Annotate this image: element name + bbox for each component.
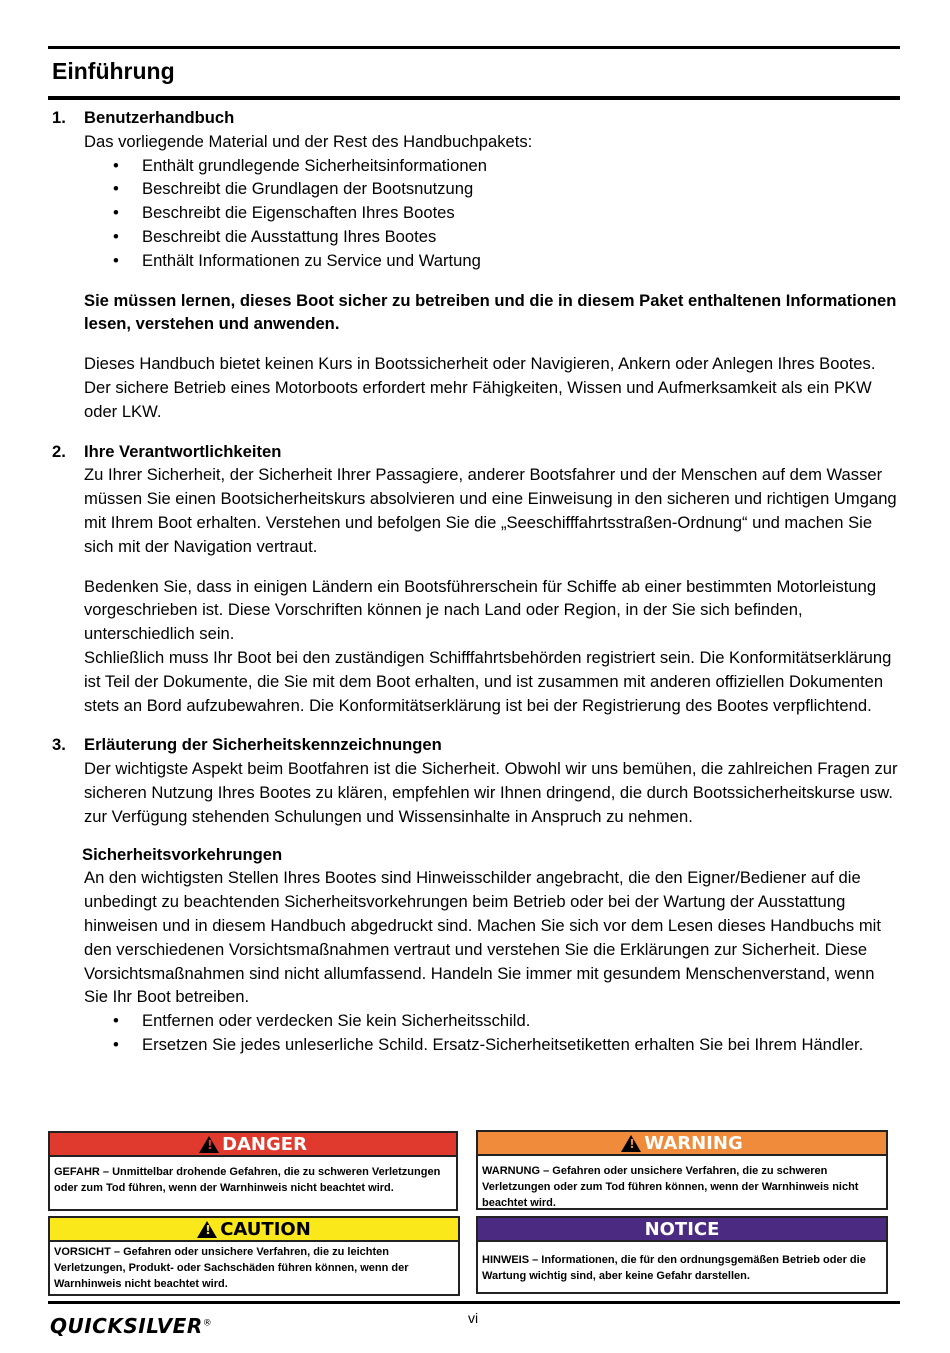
list-item: • Enthält Informationen zu Service und Wartung xyxy=(84,249,898,273)
notice-header xyxy=(478,1218,886,1242)
footer-rule xyxy=(48,1301,900,1304)
paragraph: Dieses Handbuch bietet keinen Kurs in Bootssicherheit oder Navigieren, Ankern oder Anlegen Ihres Bootes. Der sichere Betrieb eines Motorboots erfordert mehr Fähigkeiten, Wissen und Aufmerksamkeit als ein PKW oder LKW. xyxy=(84,354,876,421)
paragraph: Schließlich muss Ihr Boot bei den zuständigen Schifffahrtsbehörden registriert sein. Die Konformitätserklärung ist Teil der Dokumente, die Sie mit dem Boot erhalten, und ist zusammen mit anderen offiziellen Dokumenten stets an Bord aufzubewahren. Die Konformitätserklärung ist bei der Registrierung des Bootes verpflichtend. xyxy=(84,647,892,715)
paragraph: An den wichtigsten Stellen Ihres Bootes sind Hinweisschilder angebracht, die den Eigner/Bediener auf die unbedingt zu beachtenden Sicherheitsvorkehrungen beim Betrieb oder bei der Wartung der Ausstattung hinweisen und in diesem Handbuch abgedruckt sind. Machen Sie sich vor dem Lesen dieses Handbuchs mit den verschiedenen Vorsichtsmaßnahmen vertraut und verstehen Sie die Erklärungen zur Sicherheit. Diese Vorsichtsmaßnahmen sind nicht allumfassend. Handeln Sie immer mit gesundem Menschenverstand, wenn Sie Ihr Boot betreiben. xyxy=(84,868,881,1007)
caution-label xyxy=(48,1216,460,1296)
warning-triangle-icon: ! xyxy=(197,1221,217,1238)
list-item: • Ersetzen Sie jedes unleserliche Schild. Ersatz-Sicherheitsetiketten erhalten Sie bei Ihrem Händler. xyxy=(84,1033,898,1057)
warning-triangle-icon: ! xyxy=(199,1136,219,1153)
list-item: • Beschreibt die Eigenschaften Ihres Bootes xyxy=(84,201,898,225)
section-body xyxy=(84,866,898,1056)
notice-label xyxy=(476,1216,888,1294)
section-body xyxy=(84,130,898,424)
notice-text: HINWEIS – Informationen, die für den ordnungsgemäßen Betrieb oder die Wartung wichtig sind, aber keine Gefahr darstellen. xyxy=(482,1254,866,1282)
notice-title: NOTICE xyxy=(644,1218,720,1240)
paragraph: Der wichtigste Aspekt beim Bootfahren ist die Sicherheit. Obwohl wir uns bemühen, die zahlreichen Fragen zur sicheren Nutzung Ihres Bootes zu klären, empfehlen wir Ihnen dringend, die durch Bootssicherheitskurse usw. zur Verfügung stehenden Schulungen und Wissensinhalte in Anspruch zu nehmen. xyxy=(84,759,898,826)
bullet-list xyxy=(84,154,898,273)
section-2 xyxy=(52,440,898,718)
warning-label xyxy=(476,1130,888,1210)
warning-text: WARNUNG – Gefahren oder unsichere Verfahren, die zu schweren Verletzungen oder zum Tod führen können, wenn der Warnhinweis nicht beachtet wird. xyxy=(482,1165,859,1209)
list-item: • Beschreibt die Ausstattung Ihres Bootes xyxy=(84,225,898,249)
section-title: Benutzerhandbuch xyxy=(84,108,235,127)
subsection-title: Sicherheitsvorkehrungen xyxy=(82,844,283,864)
section-number: 3. xyxy=(52,735,66,755)
section-number: 1. xyxy=(52,108,66,127)
page-title: Einführung xyxy=(52,58,175,84)
bullet-list xyxy=(84,1009,898,1057)
section-title: Ihre Verantwortlichkeiten xyxy=(84,441,282,461)
intro-text: Das vorliegende Material und der Rest des Handbuchpakets: xyxy=(84,131,533,151)
danger-title: DANGER xyxy=(222,1133,307,1155)
title-rule xyxy=(48,96,900,100)
top-rule xyxy=(48,46,900,49)
section-1 xyxy=(52,106,898,424)
paragraph: Zu Ihrer Sicherheit, der Sicherheit Ihrer Passagiere, anderer Bootsfahrer und der Menschen auf dem Wasser müssen Sie einen Bootsicherheitskurs absolvieren und eine Einweisung in den sicheren und richtigen Umgang mit Ihrem Boot erhalten. Verstehen und befolgen Sie die „Seeschifffahrtsstraßen-Ordnung“ und machen Sie sich mit der Navigation vertraut. xyxy=(84,465,897,556)
list-item: • Entfernen oder verdecken Sie kein Sicherheitsschild. xyxy=(84,1009,898,1033)
section-title: Erläuterung der Sicherheitskennzeichnungen xyxy=(84,735,442,755)
quicksilver-logo: QUICKSILVER® xyxy=(50,1314,213,1338)
section-number: 2. xyxy=(52,441,66,461)
danger-text: GEFAHR – Unmittelbar drohende Gefahren, die zu schweren Verletzungen oder zum Tod führen, wenn der Warnhinweis nicht beachtet wird. xyxy=(54,1166,441,1194)
emphasis-paragraph: Sie müssen lernen, dieses Boot sicher zu betreiben und die in diesem Paket enthaltenen Informationen lesen, verstehen und anwenden. xyxy=(84,290,897,334)
section-body xyxy=(84,463,898,717)
list-item: • Beschreibt die Grundlagen der Bootsnutzung xyxy=(84,177,898,201)
caution-header xyxy=(50,1218,458,1242)
page-number: vi xyxy=(468,1310,479,1326)
paragraph: Bedenken Sie, dass in einigen Ländern ein Bootsführerschein für Schiffe ab einer bestimmten Motorleistung vorgeschrieben ist. Diese Vorschriften können je nach Land oder Region, in der Sie sich befinden, unterschiedlich sein. xyxy=(84,576,877,644)
caution-title: CAUTION xyxy=(220,1218,311,1240)
section-body xyxy=(84,757,898,828)
list-item: • Enthält grundlegende Sicherheitsinformationen xyxy=(84,154,898,178)
main-content xyxy=(52,106,898,1057)
warning-triangle-icon: ! xyxy=(621,1135,641,1152)
section-3 xyxy=(52,733,898,1056)
danger-header xyxy=(50,1133,456,1157)
danger-label xyxy=(48,1131,458,1211)
warning-header xyxy=(478,1132,886,1156)
warning-title: WARNING xyxy=(644,1132,743,1154)
caution-text: VORSICHT – Gefahren oder unsichere Verfahren, die zu leichten Verletzungen, Produkt- oder Sachschäden führen können, wenn der Warnhinweis nicht beachtet wird. xyxy=(54,1246,409,1290)
